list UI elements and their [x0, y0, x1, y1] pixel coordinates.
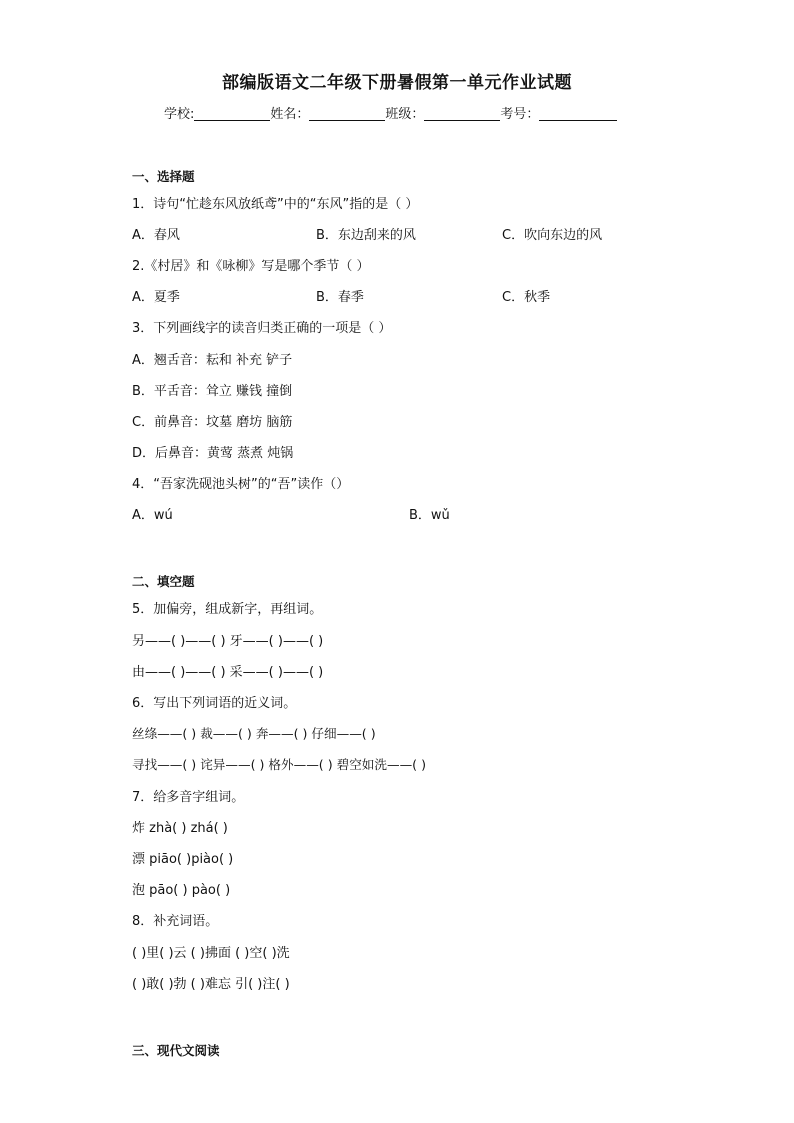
question-5-row-2[interactable]: 由——( )——( ) 采——( )——( ) — [132, 665, 324, 680]
student-info-row — [164, 103, 617, 122]
class-label: 班级： — [385, 107, 425, 122]
class-blank[interactable] — [424, 107, 500, 121]
question-1-option-c[interactable]: C．吹向东边的风 — [502, 228, 603, 243]
school-blank[interactable] — [194, 107, 270, 121]
question-2-stem: 2.《村居》和《咏柳》写是哪个季节（ ） — [132, 259, 370, 274]
question-6-row-2[interactable]: 寻找——( ) 诧异——( ) 格外——( ) 碧空如洗——( ) — [132, 757, 427, 772]
question-4-option-b[interactable]: B．wǔ — [409, 508, 450, 523]
question-1-option-b[interactable]: B．东边刮来的风 — [316, 228, 416, 243]
section-heading-reading: 三、现代文阅读 — [132, 1043, 220, 1058]
question-6-stem: 6．写出下列词语的近义词。 — [132, 696, 297, 711]
section-heading-fill-blank: 二、填空题 — [132, 574, 195, 589]
question-4-option-a[interactable]: A．wú — [132, 508, 173, 523]
question-2-option-a[interactable]: A．夏季 — [132, 290, 180, 305]
exam-no-label: 考号： — [500, 107, 540, 122]
question-8-row-2[interactable]: ( )敢( )勃 ( )难忘 引( )注( ) — [132, 977, 290, 992]
question-7-stem: 7．给多音字组词。 — [132, 790, 245, 805]
question-3-option-a[interactable]: A．翘舌音：耘和 补充 铲子 — [132, 353, 293, 368]
question-5-row-1[interactable]: 另——( )——( ) 牙——( )——( ) — [132, 634, 324, 649]
question-7-row-3[interactable]: 泡 pāo( ) pào( ) — [132, 883, 231, 898]
page-title: 部编版语文二年级下册暑假第一单元作业试题 — [222, 73, 572, 93]
question-1-option-a[interactable]: A．春风 — [132, 228, 180, 243]
question-3-option-b[interactable]: B．平舌音：耸立 赚钱 撞倒 — [132, 384, 293, 399]
question-5-stem: 5．加偏旁，组成新字，再组词。 — [132, 602, 323, 617]
section-heading-choice: 一、选择题 — [132, 169, 195, 184]
question-6-row-1[interactable]: 丝绦——( ) 裁——( ) 奔——( ) 仔细——( ) — [132, 726, 376, 741]
question-8-stem: 8．补充词语。 — [132, 914, 219, 929]
question-3-option-d[interactable]: D．后鼻音：黄莺 蒸煮 炖锅 — [132, 446, 294, 461]
name-label: 姓名： — [270, 107, 310, 122]
question-8-row-1[interactable]: ( )里( )云 ( )拂面 ( )空( )洗 — [132, 946, 290, 961]
question-1-stem: 1．诗句“忙趁东风放纸鸢”中的“东风”指的是（ ） — [132, 197, 419, 212]
school-label: 学校: — [164, 107, 195, 122]
name-blank[interactable] — [309, 107, 385, 121]
question-7-row-1[interactable]: 炸 zhà( ) zhá( ) — [132, 821, 228, 836]
question-3-option-c[interactable]: C．前鼻音：坟墓 磨坊 脑筋 — [132, 415, 293, 430]
question-3-stem: 3．下列画线字的读音归类正确的一项是（ ） — [132, 321, 392, 336]
question-4-stem: 4．“吾家洗砚池头树”的“吾”读作（） — [132, 477, 350, 492]
question-7-row-2[interactable]: 漂 piāo( )piào( ) — [132, 852, 234, 867]
question-2-option-b[interactable]: B．春季 — [316, 290, 364, 305]
exam-no-blank[interactable] — [539, 107, 617, 121]
question-2-option-c[interactable]: C．秋季 — [502, 290, 551, 305]
